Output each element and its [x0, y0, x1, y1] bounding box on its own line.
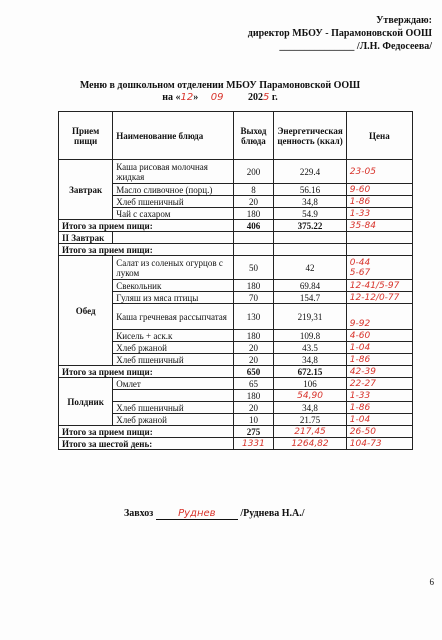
meal-second-breakfast: II Завтрак [59, 232, 113, 244]
signature-name: /Руднева Н.А./ [240, 508, 305, 519]
total-row: Итого за прием пищи: 275 217,45 26-50 [59, 426, 413, 438]
date-year: 5 [262, 92, 270, 103]
table-row: Хлеб пшеничный 20 34,8 1-86 [59, 196, 413, 208]
page-number: 6 [429, 577, 434, 587]
total-row: Итого за прием пищи: 650 672.15 42-39 [59, 366, 413, 378]
menu-table [58, 111, 413, 450]
table-row: Хлеб ржаной 20 43.5 1-04 [59, 342, 413, 354]
title-line-1: Меню в дошкольном отделении МБОУ Парамоновской ООШ [79, 80, 361, 91]
total-row: Итого за прием пищи: 406 375.22 35-84 [59, 220, 413, 232]
header-yield: Выход блюда [233, 112, 274, 160]
header-energy: Энергетическая ценность (ккал) [274, 112, 346, 160]
date-day: 12 [180, 92, 194, 103]
document-title [70, 80, 370, 104]
table-row: Хлеб пшеничный 20 34,8 1-86 [59, 402, 413, 414]
table-row: Гуляш из мяса птицы 70 154.7 12-12/0-77 [59, 292, 413, 304]
header-dish: Наименование блюда [113, 112, 233, 160]
header-meal: Прием пищи [59, 112, 113, 160]
approval-line-1: Утверждаю: [376, 15, 432, 26]
signature-role: Завхоз [124, 508, 154, 519]
signature-block [124, 508, 305, 520]
title-date: на «12» 09 2025 г. [162, 92, 278, 103]
table-row: 180 54,90 1-33 [59, 390, 413, 402]
signature: Руднев [156, 508, 238, 520]
day-total-row: Итого за шестой день: 1331 1264,82 104-73 [59, 438, 413, 450]
approval-line-3: _______________ /Л.Н. Федосеева/ [279, 41, 432, 52]
meal-lunch: Обед [59, 256, 113, 366]
approval-block [248, 14, 432, 53]
table-row: Чай с сахаром 180 54.9 1-33 [59, 208, 413, 220]
table-row: Каша гречневая рассыпчатая 130 219,31 9-92 [59, 304, 413, 330]
table-row: Кисель + аск.к 180 109.8 4-60 [59, 330, 413, 342]
table-row: Полдник Омлет 65 106 22-27 [59, 378, 413, 390]
table-row: Завтрак Каша рисовая молочная жидкая 200 229.4 23-05 [59, 160, 413, 184]
header-price: Цена [346, 112, 412, 160]
meal-snack: Полдник [59, 378, 113, 426]
date-month: 09 [210, 92, 224, 103]
table-header [59, 112, 413, 160]
approval-line-2: директор МБОУ - Парамоновской ООШ [247, 28, 432, 39]
table-row: Масло сливочное (порц.) 8 56.16 9-60 [59, 184, 413, 196]
table-row: Обед Салат из соленых огурцов с луком 50 42 0-44 5-67 [59, 256, 413, 280]
table-row: Хлеб пшеничный 20 34,8 1-86 [59, 354, 413, 366]
table-row: Хлеб ржаной 10 21.75 1-04 [59, 414, 413, 426]
table-row [59, 232, 413, 244]
meal-breakfast: Завтрак [59, 160, 113, 220]
total-row: Итого за прием пищи: [59, 244, 413, 256]
table-row: Свекольник 180 69.84 12-41/5-97 [59, 280, 413, 292]
